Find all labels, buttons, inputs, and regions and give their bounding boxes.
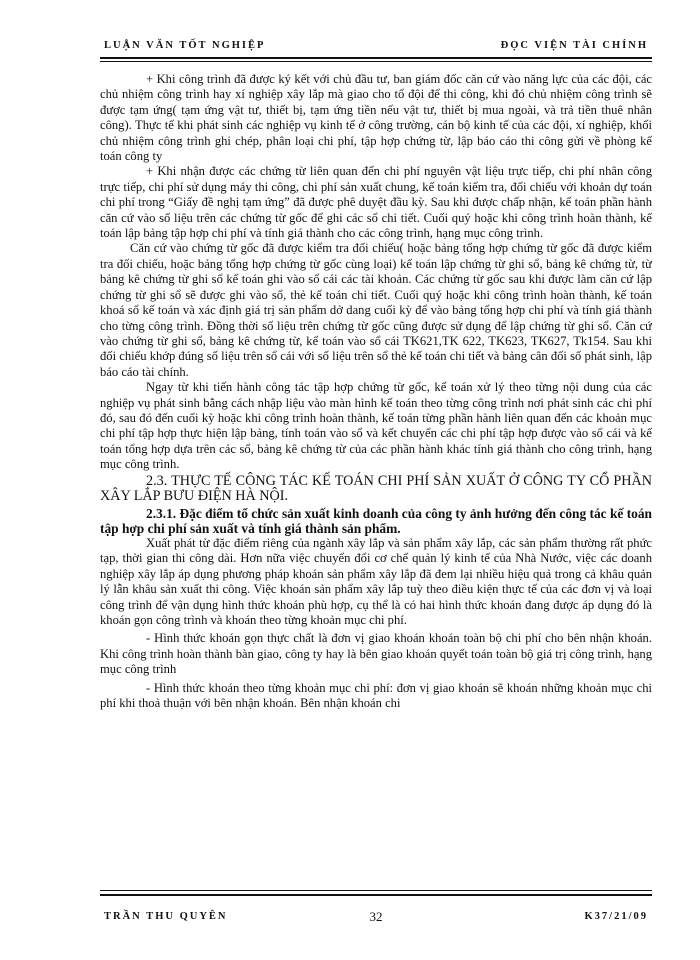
footer-author: TRẦN THU QUYÊN [104, 911, 228, 922]
page-footer [100, 909, 652, 925]
paragraph-documents-received: + Khi nhận được các chứng từ liên quan đến chi phí nguyên vật liệu trực tiếp, chi phí nhân công trực tiếp, chi phí sử dụng máy thi công, chi phí sản xuất chung, kế toán kiểm tra, đối chiếu với khoản dự toán chi phí trong “Giấy đề nghị tạm ứng” đã được phê duyệt đầu kỳ. Sau khi được chấp nhận, kế toán phần hành căn cứ vào số liệu trên các chứng từ gốc để ghi các sổ chi tiết. Cuối quý hoặc khi công trình hoàn thành, kế toán lập bảng tập hợp chi phí và tính giá thành cho các công trình, hạng mục công trình. [100, 164, 652, 241]
header-rule-bottom [100, 61, 652, 62]
header-left-text: LUẬN VĂN TỐT NGHIỆP [104, 40, 266, 51]
subsection-heading: 2.3.1. Đặc điểm tổ chức sản xuất kinh doanh của công ty ảnh hưởng đến công tác kế toán tập hợp chi phí sản xuất và tính giá thành sản phẩm. [100, 505, 652, 536]
paragraph-contracting-methods: Xuất phát từ đặc điểm riêng của ngành xây lắp và sản phẩm xây lắp, các sản phẩm thường rất phức tạp, thời gian thi công dài. Hơn nữa việc chuyển đổi cơ chế quản lý kinh tế của Nhà Nước, việc các doanh nghiệp xây lắp áp dụng phương pháp khoán sản phẩm xây lắp đã đem lại nhiều hiệu quả trong cả khâu quản lý lẫn khâu sản xuất thi công. Việc khoán sản phẩm xây lắp tuỳ theo điều kiện thực tế của các đơn vị và loại công trình để vận dụng hình thức khoán phù hợp, cụ thể là có hai hình thức khoán đang được áp dụng đó là khoán gọn công trình và khoán theo từng khoản mục chi phí. [100, 535, 652, 627]
footer-rule-bottom [100, 894, 652, 896]
page-header [100, 40, 652, 54]
paragraph-data-entry: Ngay từ khi tiến hành công tác tập hợp chứng từ gốc, kế toán xử lý theo từng nội dung của các nghiệp vụ phát sinh bằng cách nhập liệu vào màn hình kế toán theo từng công trình nơi phát sinh các chi phí đó, sau đó đến cuối kỳ hoặc khi công trình hoàn thành, kế toán từng phần hành liên quan đến các khoản mục chi phí tập hợp thực hiện lập bảng, tính toán vào sổ và kết chuyển các chi phí tập hợp được vào sổ cái và kế toán tổng hợp dựa trên các sổ, bảng kê chứng từ của các phần hành khác tính giá thành cho công trình, hạng mục công trình. [100, 380, 652, 472]
footer-rule-top [100, 890, 652, 891]
paragraph-itemized-contract: - Hình thức khoán theo từng khoản mục chi phí: đơn vị giao khoán sẽ khoán những khoản mục chi phí khi thoả thuận với bên nhận khoán. Bên nhận khoán chi [100, 680, 652, 711]
header-rule-top [100, 57, 652, 59]
page-body [100, 72, 652, 868]
paragraph-bookkeeping-flow: Căn cứ vào chứng từ gốc đã được kiểm tra đối chiếu( hoặc bảng tổng hợp chứng từ gốc đã được kiểm tra đối chiếu, hoặc bảng tổng hợp chứng từ gốc cùng loại) kế toán lập chứng từ ghi sổ, bảng kê chứng từ, từ bảng kê chứng từ ghi sổ kế toán ghi vào sổ cái các tài khoản. Các chứng từ gốc sau khi được làm căn cứ lập chứng từ ghi sổ sẽ được ghi vào sổ, thẻ kế toán chi tiết. Cuối quý hoặc khi công trình hoàn thành, kế toán khoá sổ kế toán và xác định giá trị sản phẩm dở dang cuối kỳ để vào bảng tổng hợp chi phí và tính giá thành cho từng công trình. Đồng thời số liệu trên chứng từ gốc cũng được sử dụng để lập chứng từ ghi sổ. Căn cứ vào chứng từ ghi sổ, bảng kê chứng từ, kế toán vào sổ cái TK621,TK 622, TK623, TK627, Tk154. Sau khi đối chiếu khớp đúng số liệu trên sổ cái với số liệu trên sổ thẻ kế toán chi tiết và bảng cân đối số phát sinh, lập báo cáo tài chính. [100, 241, 652, 379]
page-number: 32 [369, 909, 383, 924]
header-right-text: ĐỌC VIỆN TÀI CHÍNH [500, 40, 648, 51]
section-heading: 2.3. THỰC TẾ CÔNG TÁC KẾ TOÁN CHI PHÍ SẢN XUẤT Ở CÔNG TY CỔ PHẦN XÂY LẮP BƯU ĐIỆN HÀ NỘI. [100, 472, 652, 504]
paragraph-contract-signed: + Khi công trình đã được ký kết với chủ đầu tư, ban giám đốc căn cứ vào năng lực của các đội, các chủ nhiệm công trình hay xí nghiệp xây lắp mà giao cho tổ đội để thi công, khi đó chủ nhiệm công trình sẽ được tạm ứng( tạm ứng vật tư, thiết bị, tạm ứng tiền nếu vật tư, thiết bị mua ngoài, và trả tiền thuê nhân công). Thực tế khi phát sinh các nghiệp vụ kinh tế ở công trường, cán bộ kinh tế của các đội, xí nghiệp, khối chủ nhiệm công trình ghi chép, phân loại chi phí, tập hợp chứng từ, lập báo cáo thi công gửi về phòng kế toán công ty [100, 72, 652, 164]
footer-class-code: K37/21/09 [584, 911, 648, 922]
paragraph-lump-sum-contract: - Hình thức khoán gọn thực chất là đơn vị giao khoán khoán toàn bộ chi phí cho bên nhận khoán. Khi công trình hoàn thành bàn giao, công ty hay là bên giao khoán quyết toán toàn bộ giá trị công trình, hạng mục công trình [100, 631, 652, 677]
